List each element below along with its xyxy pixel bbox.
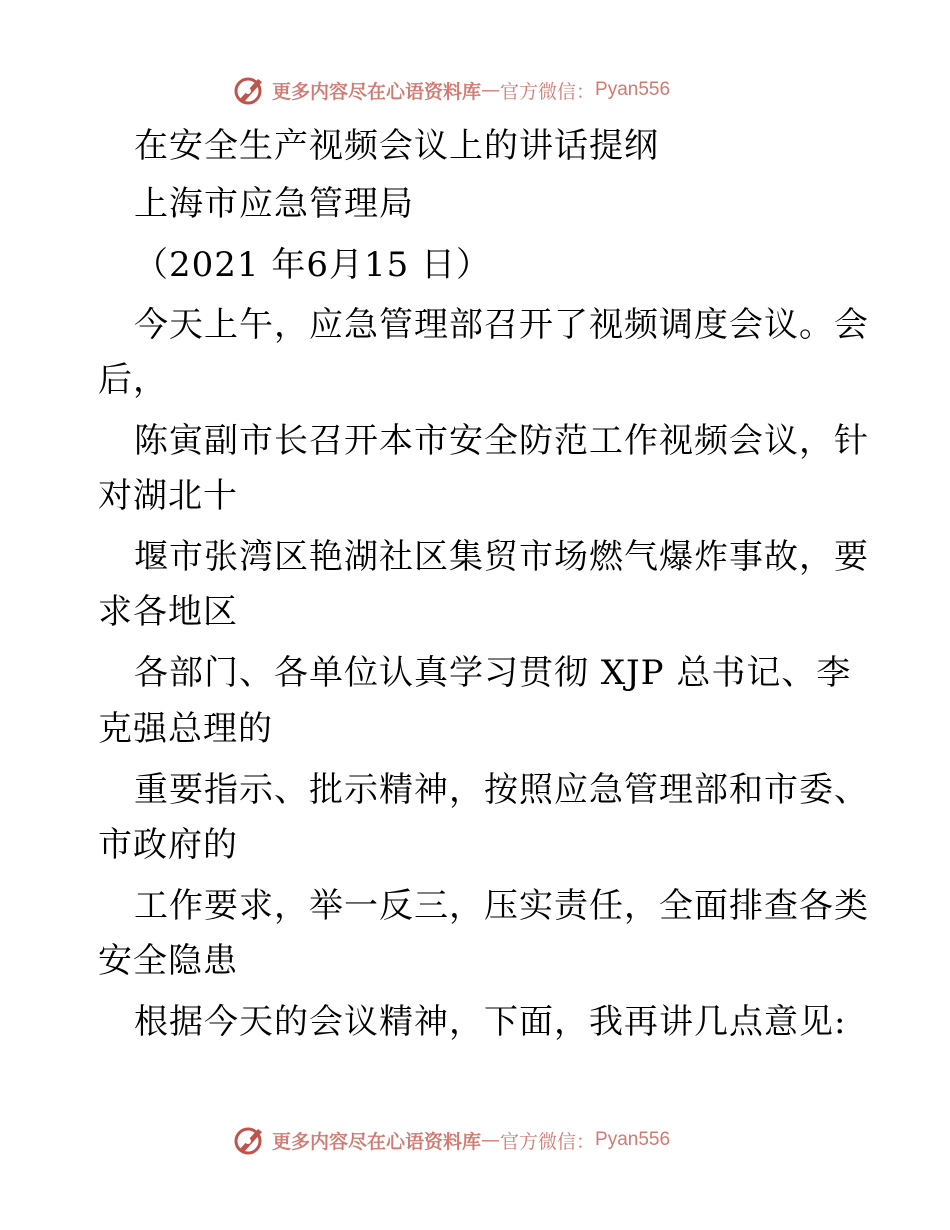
document-title: 在安全生产视频会议上的讲话提纲 (134, 126, 659, 166)
watermark-wechat-id: Pyan556 (595, 1129, 671, 1150)
body-line: 根据今天的会议精神，下面，我再讲几点意见: (134, 1002, 847, 1042)
body-line: 堰市张湾区艳湖社区集贸市场燃气爆炸事故，要 (134, 537, 869, 577)
body-line: 市政府的 (98, 825, 238, 865)
document-date: （2021 年6月15 日） (134, 245, 492, 285)
watermark-separator: — (481, 79, 501, 101)
body-line: 各部门、各单位认真学习贯彻 XJP 总书记、李 (134, 653, 852, 693)
pen-circle-logo-icon (232, 1123, 266, 1157)
watermark-main-text: 更多内容尽在心语资料库 (272, 1130, 482, 1153)
body-line: 陈寅副市长召开本市安全防范工作视频会议，针 (134, 421, 869, 461)
watermark-label: 官方微信： (500, 1130, 596, 1153)
watermark-separator: — (481, 1129, 501, 1151)
body-line: 工作要求，举一反三，压实责任，全面排查各类 (134, 886, 869, 926)
body-line: 今天上午，应急管理部召开了视频调度会议。会 (134, 305, 869, 345)
document-organization: 上海市应急管理局 (134, 184, 414, 224)
body-line: 后， (98, 360, 168, 400)
watermark-header (232, 72, 670, 108)
body-line: 安全隐患 (98, 941, 238, 981)
body-line: 求各地区 (98, 592, 238, 632)
watermark-main-text: 更多内容尽在心语资料库 (272, 80, 482, 103)
body-line: 对湖北十 (98, 476, 238, 516)
watermark-label: 官方微信： (500, 80, 596, 103)
body-line: 克强总理的 (98, 709, 273, 749)
pen-circle-logo-icon (232, 73, 266, 107)
body-line: 重要指示、批示精神，按照应急管理部和市委、 (134, 770, 869, 810)
watermark-footer (232, 1122, 670, 1158)
watermark-wechat-id: Pyan556 (595, 79, 671, 100)
